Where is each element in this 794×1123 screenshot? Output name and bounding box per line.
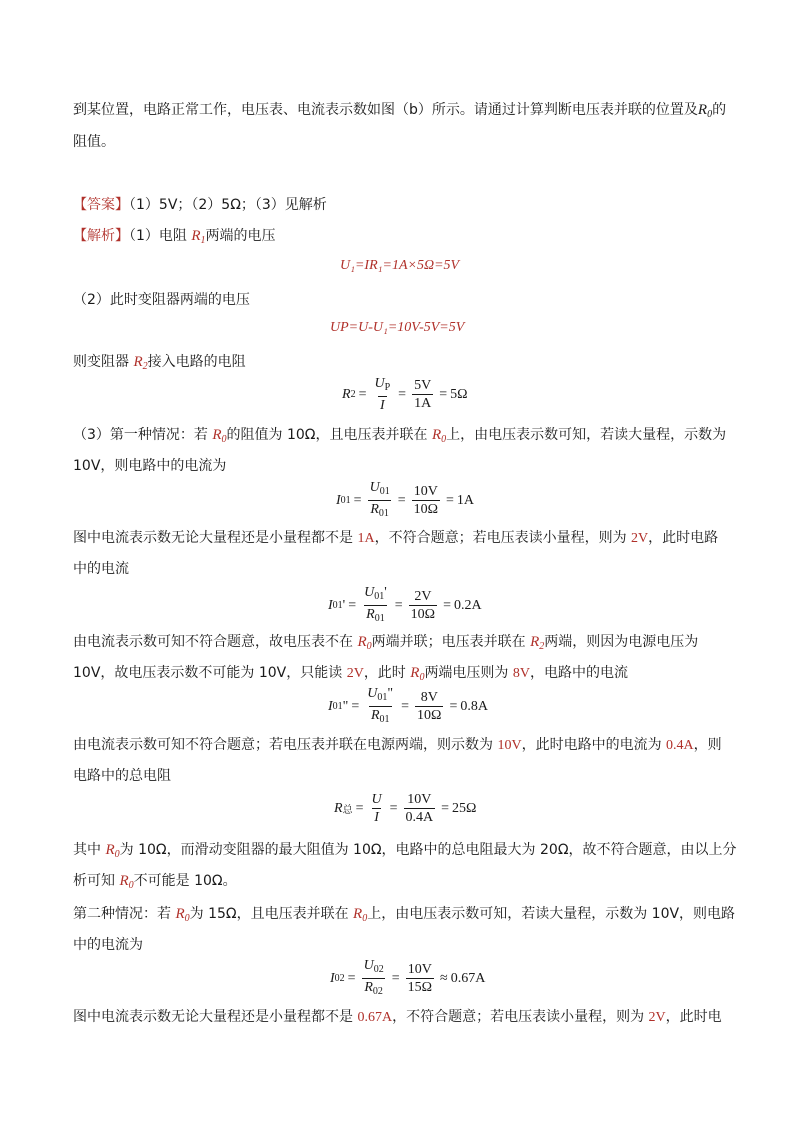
equals-sign: = bbox=[441, 800, 450, 816]
eq-lhs-sub: 02 bbox=[334, 973, 345, 984]
denominator: 15Ω bbox=[407, 980, 433, 995]
analysis-line-8 bbox=[73, 632, 698, 657]
text: 两端的电压 bbox=[205, 228, 276, 244]
equals-sign: = bbox=[397, 492, 406, 508]
numerator: 10V bbox=[413, 484, 438, 499]
text: 第二种情况：若 bbox=[73, 906, 176, 922]
eq-result: 5Ω bbox=[450, 386, 468, 402]
equals-sign: = bbox=[389, 800, 398, 816]
var-letter: R bbox=[431, 427, 442, 443]
equals-sign: = bbox=[401, 698, 410, 714]
equation-r-total bbox=[334, 792, 476, 825]
sym: U bbox=[367, 686, 378, 701]
var-sub: 0 bbox=[362, 913, 368, 924]
eq-result: 0.8A bbox=[460, 698, 488, 714]
numerator: 8V bbox=[420, 690, 438, 705]
equals-sign: = bbox=[394, 597, 403, 613]
equals-sign: = bbox=[446, 492, 454, 508]
var-r0 bbox=[357, 634, 371, 650]
fraction bbox=[412, 378, 433, 411]
value: 2V bbox=[631, 531, 649, 546]
sym-sub: P bbox=[384, 382, 391, 393]
fraction bbox=[404, 792, 436, 825]
var-r0 bbox=[698, 102, 712, 118]
text: 则变阻器 bbox=[73, 354, 134, 370]
analysis-line-11: 电路中的总电阻 bbox=[73, 768, 171, 784]
equation-i02 bbox=[330, 958, 485, 999]
numerator: 5V bbox=[414, 378, 432, 393]
sym: R bbox=[364, 980, 373, 995]
denominator bbox=[362, 978, 385, 999]
sym-sub: 02 bbox=[372, 986, 383, 997]
text: ，此时 bbox=[363, 665, 411, 681]
equals-sign: = bbox=[355, 800, 364, 816]
intro-end: 的 bbox=[712, 102, 727, 118]
var-sub: 0 bbox=[128, 880, 134, 891]
analysis-line-7: 中的电流 bbox=[73, 561, 129, 577]
text: 的阻值为 10Ω，且电压表并联在 bbox=[226, 427, 432, 443]
analysis-line-4 bbox=[73, 425, 726, 450]
equals-sign: = bbox=[351, 698, 360, 714]
text: 不可能是 10Ω。 bbox=[133, 873, 237, 889]
prime-mark: ' bbox=[384, 585, 387, 600]
var-sub: 0 bbox=[221, 434, 227, 445]
approx-sign: ≈ bbox=[440, 970, 448, 986]
sym-sub: 01 bbox=[374, 613, 385, 624]
sym: U bbox=[369, 480, 380, 495]
denominator: 1A bbox=[414, 396, 432, 411]
denominator: I bbox=[379, 398, 385, 413]
var-r2 bbox=[530, 634, 544, 650]
text: 两端电压则为 bbox=[424, 665, 513, 681]
text: 10V，故电压表示数不可能为 10V，只能读 bbox=[73, 665, 347, 681]
analysis-tag: 【解析】 bbox=[73, 228, 129, 244]
var-sub: 1 bbox=[200, 235, 206, 246]
equals-sign: = bbox=[347, 970, 356, 986]
numerator: 10V bbox=[407, 792, 432, 807]
denominator: I bbox=[374, 810, 379, 825]
denominator: 0.4A bbox=[405, 810, 434, 825]
value: 2V bbox=[346, 666, 364, 681]
eq-lhs: I bbox=[336, 492, 341, 508]
eq-lhs: I bbox=[330, 970, 335, 986]
eq-lhs-sub: 2 bbox=[350, 389, 356, 400]
var-r0 bbox=[353, 906, 367, 922]
var-r0 bbox=[432, 427, 446, 443]
analysis-line-2: （2）此时变阻器两端的电压 bbox=[73, 292, 250, 308]
sym-sub: 01 bbox=[378, 508, 389, 519]
equation-text: UP=U-U₁=10V-5V=5V bbox=[330, 320, 465, 335]
analysis-line-9 bbox=[73, 663, 628, 688]
sym-sub: 02 bbox=[373, 964, 384, 975]
eq-lhs-sub: 01 bbox=[340, 495, 351, 506]
text: 由电流表示数可知不符合题意，故电压表不在 bbox=[73, 634, 358, 650]
value: 8V bbox=[512, 666, 531, 681]
equals-sign: = bbox=[439, 386, 448, 402]
denominator bbox=[369, 706, 392, 727]
fraction bbox=[415, 690, 443, 723]
eq-result: 1A bbox=[456, 492, 475, 508]
numerator bbox=[362, 585, 389, 605]
var-r0 bbox=[119, 873, 133, 889]
fraction bbox=[372, 376, 392, 413]
var-letter: R bbox=[353, 906, 363, 922]
eq-result: 0.67A bbox=[450, 970, 486, 986]
var-sub: 0 bbox=[419, 672, 425, 683]
equals-sign: = bbox=[449, 698, 458, 714]
var-sub: 2 bbox=[142, 361, 148, 372]
var-letter: R bbox=[410, 665, 420, 681]
numerator bbox=[372, 376, 392, 396]
var-sub: 0 bbox=[441, 434, 447, 445]
var-r0 bbox=[175, 906, 189, 922]
answer-tag: 【答案】 bbox=[73, 197, 129, 213]
analysis-line-10 bbox=[73, 735, 722, 756]
text: （1）电阻 bbox=[129, 228, 192, 244]
numerator bbox=[365, 686, 395, 706]
sym: R bbox=[366, 607, 375, 622]
var-letter: R bbox=[105, 842, 115, 858]
value: 1A bbox=[357, 531, 375, 546]
text: 上，由电压表示数可知，若读大量程，示数为 10V，则电路 bbox=[367, 906, 736, 922]
analysis-line-1 bbox=[73, 226, 276, 251]
eq-lhs: I bbox=[328, 698, 333, 714]
equals-sign: = bbox=[443, 597, 451, 613]
text: ，电路中的电流 bbox=[530, 665, 629, 681]
intro-line-1 bbox=[73, 100, 726, 125]
equals-sign: = bbox=[348, 597, 357, 613]
eq-lhs: R bbox=[342, 386, 351, 402]
numerator: U bbox=[371, 792, 382, 807]
analysis-line-16 bbox=[73, 1007, 722, 1028]
equals-sign: = bbox=[391, 970, 400, 986]
var-letter: R bbox=[212, 427, 222, 443]
denominator: 10Ω bbox=[410, 607, 436, 622]
sym-sub: 01 bbox=[379, 486, 390, 497]
sym: U bbox=[363, 958, 374, 973]
text: ，不符合题意；若电压表读小量程，则为 bbox=[374, 530, 632, 546]
intro-line-2: 阻值。 bbox=[73, 134, 115, 150]
fraction bbox=[406, 962, 434, 995]
var-r2 bbox=[133, 354, 147, 370]
text: 为 15Ω，且电压表并联在 bbox=[189, 906, 354, 922]
denominator: 10Ω bbox=[413, 502, 439, 517]
text: ，则 bbox=[693, 737, 722, 753]
equals-sign: = bbox=[358, 386, 367, 402]
fraction bbox=[362, 585, 389, 626]
fraction bbox=[409, 589, 437, 622]
analysis-line-12 bbox=[73, 840, 737, 865]
prime-mark: " bbox=[387, 686, 394, 701]
analysis-line-14 bbox=[73, 904, 735, 929]
equation-r2 bbox=[342, 376, 468, 413]
answer-text: （1）5V；（2）5Ω；（3）见解析 bbox=[129, 197, 327, 213]
text: 为 10Ω，而滑动变阻器的最大阻值为 10Ω，电路中的总电阻最大为 20Ω，故不符合题意，由以上分 bbox=[119, 842, 737, 858]
eq-lhs-sub: 01 bbox=[332, 701, 343, 712]
var-r0 bbox=[105, 842, 119, 858]
var-sub: 0 bbox=[366, 641, 372, 652]
denominator bbox=[368, 500, 391, 521]
sym: U bbox=[374, 376, 385, 391]
equation-i01 bbox=[336, 480, 474, 521]
text: 其中 bbox=[73, 842, 106, 858]
equation-i01-prime bbox=[328, 585, 482, 626]
equation-i01-double-prime bbox=[328, 686, 488, 727]
var-letter: R bbox=[191, 228, 201, 244]
sym-sub: 01 bbox=[374, 591, 385, 602]
text: 接入电路的电阻 bbox=[147, 354, 246, 370]
text: （3）第一种情况：若 bbox=[73, 427, 213, 443]
var-letter: R bbox=[119, 873, 129, 889]
eq-lhs-sub: 总 bbox=[342, 805, 353, 816]
var-letter: R bbox=[175, 906, 185, 922]
text: 由电流表示数可知不符合题意；若电压表并联在电源两端，则示数为 bbox=[73, 737, 498, 753]
text: 析可知 bbox=[73, 873, 120, 889]
var-letter: R bbox=[530, 634, 540, 650]
analysis-line-6 bbox=[73, 528, 718, 549]
analysis-line-13 bbox=[73, 871, 237, 896]
fraction bbox=[368, 480, 392, 521]
numerator: 2V bbox=[414, 589, 432, 604]
equation-text: U₁=IR₁=1A×5Ω=5V bbox=[340, 258, 460, 273]
value: 0.4A bbox=[666, 738, 694, 753]
var-r1 bbox=[191, 228, 205, 244]
text: ，不符合题意；若电压表读小量程，则为 bbox=[392, 1009, 649, 1025]
text: 图中电流表示数无论大量程还是小量程都不是 bbox=[73, 1009, 358, 1025]
analysis-line-15: 中的电流为 bbox=[73, 937, 143, 953]
fraction bbox=[369, 792, 383, 825]
var-r0 bbox=[212, 427, 226, 443]
text: ，此时电路 bbox=[648, 530, 719, 546]
prime-mark: ' bbox=[342, 597, 346, 613]
sym-sub: 01 bbox=[377, 692, 388, 703]
var-sub: 2 bbox=[539, 641, 545, 652]
var-sub: 0 bbox=[184, 913, 190, 924]
value: 10V bbox=[497, 738, 522, 753]
var-letter: R bbox=[133, 354, 143, 370]
numerator bbox=[362, 958, 386, 978]
eq-lhs: I bbox=[328, 597, 333, 613]
text: ，此时电路中的电流为 bbox=[521, 737, 667, 753]
analysis-line-3 bbox=[73, 352, 246, 377]
text: 两端，则因为电源电压为 bbox=[544, 634, 699, 650]
var-r0 bbox=[410, 665, 424, 681]
text: 两端并联；电压表并联在 bbox=[371, 634, 531, 650]
text: 上，由电压表示数可知，若读大量程，示数为 bbox=[446, 427, 727, 443]
prime-mark: " bbox=[342, 698, 349, 714]
equals-sign: = bbox=[398, 386, 407, 402]
numerator: 10V bbox=[407, 962, 432, 977]
answer-line bbox=[73, 195, 327, 215]
equation-up bbox=[330, 320, 464, 336]
text: 图中电流表示数无论大量程还是小量程都不是 bbox=[73, 530, 358, 546]
eq-lhs: R bbox=[334, 800, 343, 816]
numerator bbox=[368, 480, 392, 500]
fraction bbox=[412, 484, 440, 517]
denominator bbox=[364, 605, 387, 626]
sym: R bbox=[370, 502, 379, 517]
var-sub: 0 bbox=[707, 109, 713, 120]
eq-result: 25Ω bbox=[452, 800, 477, 816]
sym: U bbox=[364, 585, 375, 600]
analysis-line-5: 10V，则电路中的电流为 bbox=[73, 458, 227, 474]
text: ，此时电 bbox=[665, 1009, 722, 1025]
var-sub: 0 bbox=[114, 849, 120, 860]
equals-sign: = bbox=[353, 492, 362, 508]
fraction bbox=[362, 958, 386, 999]
var-letter: R bbox=[697, 102, 708, 118]
denominator: 10Ω bbox=[417, 708, 442, 723]
equation-u1 bbox=[340, 258, 459, 274]
var-letter: R bbox=[357, 634, 367, 650]
value: 2V bbox=[648, 1010, 666, 1025]
eq-result: 0.2A bbox=[453, 597, 482, 613]
sym-sub: 01 bbox=[379, 714, 390, 725]
eq-lhs-sub: 01 bbox=[332, 600, 343, 611]
sym: R bbox=[370, 708, 380, 723]
intro-text: 到某位置，电路正常工作，电压表、电流表示数如图（b）所示。请通过计算判断电压表并联的位置及 bbox=[73, 102, 698, 118]
value: 0.67A bbox=[357, 1010, 393, 1025]
fraction bbox=[365, 686, 395, 727]
